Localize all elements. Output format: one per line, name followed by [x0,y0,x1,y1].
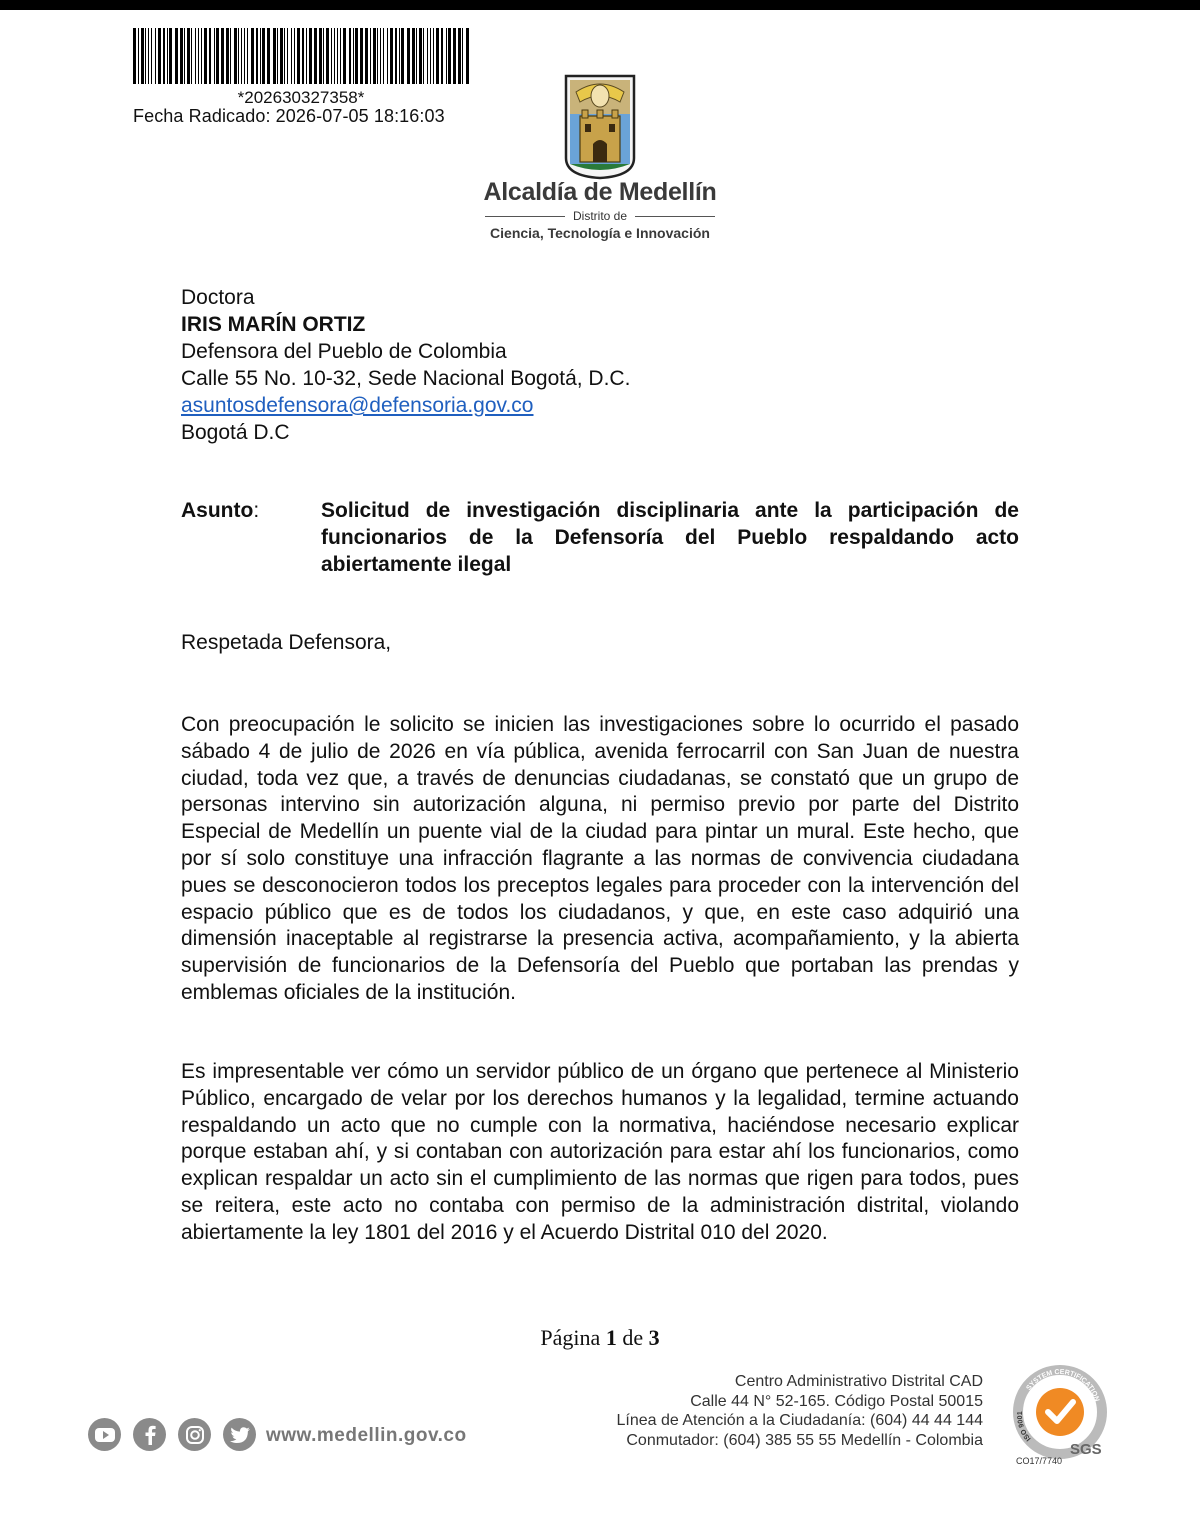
facebook-icon[interactable] [133,1418,166,1451]
barcode-bar [167,28,168,84]
barcode-bar [297,28,300,84]
medellin-crest-logo [560,72,640,180]
barcode-bar [306,28,307,84]
barcode-bar [436,28,439,84]
barcode-bar [401,28,404,84]
barcode-bar [256,28,258,84]
fecha-radicado: Fecha Radicado: 2026-07-05 18:16:03 [133,106,445,126]
page-number [0,1325,1200,1351]
social-links [88,1418,256,1451]
recipient-address: Calle 55 No. 10-32, Sede Nacional Bogotá, D.C. [181,367,631,390]
svg-text:SGS: SGS [1070,1441,1102,1458]
barcode-bar [291,28,292,84]
page-total: 3 [648,1325,660,1350]
barcode-bar [244,28,245,84]
barcode-bar [195,28,196,84]
recipient-salutation: Doctora [181,286,255,309]
footer-address [616,1372,983,1450]
barcode-bar [407,28,410,84]
recipient-email-link[interactable]: asuntosdefensora@defensoria.gov.co [181,394,534,417]
barcode-bar [209,28,211,84]
barcode-bar [158,28,161,84]
asunto-colon: : [253,499,260,522]
svg-text:ISO 9001: ISO 9001 [1016,1411,1033,1443]
barcode-bar [214,28,215,84]
barcode-bar [319,28,322,84]
barcode-bar [187,28,190,84]
barcode-bar [148,28,149,84]
barcode-bar [340,28,341,84]
barcode-bar [234,28,237,84]
barcode-bar [287,28,288,84]
barcode-bar [267,28,270,84]
top-border [0,0,1200,10]
barcode-bar [331,28,332,84]
barcode-bar [309,28,312,84]
footer-address-line-4: Conmutador: (604) 385 55 55 Medellín - Colombia [626,1431,983,1449]
barcode-bar [323,28,324,84]
barcode-bar [145,28,146,84]
barcode-bar [383,28,384,84]
asunto-label: Asunto [181,499,254,522]
barcode-bar [416,28,417,84]
page-prefix: Página [540,1325,601,1350]
barcode-bar [260,28,261,84]
barcode-bar [427,28,428,84]
barcode-bar [334,28,335,84]
recipient-role: Defensora del Pueblo de Colombia [181,340,507,363]
divider-right [635,216,715,217]
barcode-bar [221,28,224,84]
barcode-bar [370,28,371,84]
barcode-bar [355,28,358,84]
recipient-block [181,284,630,446]
barcode-bar [337,28,338,84]
barcode-bar [419,28,422,84]
barcode-bar [226,28,229,84]
twitter-icon[interactable] [223,1418,256,1451]
barcode-bar [390,28,393,84]
barcode-bar [373,28,376,84]
cert-code: CO17/7740 [1016,1456,1063,1466]
barcode-bar [446,28,447,84]
barcode-bar [141,28,144,84]
barcode-bar [423,28,424,84]
brand-subtitle: Ciencia, Tecnología e Innovación [490,225,710,241]
barcode-bar [458,28,461,84]
svg-text:SYSTEM CERTIFICATION: SYSTEM CERTIFICATION [1025,1368,1100,1403]
barcode-bar [387,28,388,84]
barcode-bar [155,28,156,84]
barcode-bar [201,28,202,84]
barcode-bar [326,28,329,84]
barcode-bar [360,28,363,84]
barcode-bar [175,28,178,84]
youtube-icon[interactable] [88,1418,121,1451]
barcode-bar [412,28,415,84]
barcode-bar [169,28,172,84]
barcode-bar [430,28,431,84]
barcode-bar [399,28,400,84]
barcode-bar [441,28,443,84]
brand-distrito: Distrito de [572,209,628,223]
barcode-bar [184,28,185,84]
barcode-bar [353,28,354,84]
barcode-bar [133,28,136,84]
website-link[interactable]: www.medellin.gov.co [266,1425,467,1446]
barcode-bar [294,28,295,84]
barcode-bar [138,28,139,84]
barcode-bar [462,28,463,84]
barcode-bar [204,28,207,84]
barcode-bar [191,28,192,84]
barcode-bar [433,28,434,84]
page-current: 1 [605,1325,617,1350]
barcode-bar [395,28,397,84]
recipient-name: IRIS MARÍN ORTIZ [181,313,366,336]
barcode-number: *202630327358* [237,88,365,107]
barcode-bar [262,28,265,84]
barcode-bar [216,28,219,84]
brand-distrito-row [470,209,730,223]
barcode-bar [349,28,351,84]
recipient-city: Bogotá D.C [181,421,290,444]
brand-block [470,178,730,241]
barcode-bar [180,28,183,84]
barcode-bar [343,28,346,84]
instagram-icon[interactable] [178,1418,211,1451]
barcode-bar [448,28,451,84]
barcode-bar [277,28,278,84]
divider-left [485,216,565,217]
barcode-bar [453,28,456,84]
barcode-bar [241,28,242,84]
body-paragraph-2: Es impresentable ver cómo un servidor público de un órgano que pertenece al Ministerio Público, encargado de velar por los derechos humanos y la legalidad, termine actuando respaldando un acto que no cumple con la normativa, haciéndose necesario explicar porque estaban ahí, y si contaban con autorización para estar ahí los funcionarios, como explican respaldar un acto sin el cumplimiento de las normas que rigen para todos, pues se reitera, este acto no contaba con permiso de la administración distrital, violando abiertamente la ley 1801 del 2016 y el Acuerdo Distrital 010 del 2020. [181,1060,1019,1244]
barcode-bar [284,28,285,84]
barcode-bar [230,28,231,84]
footer-address-line-3: Línea de Atención a la Ciudadanía: (604) 44 44 144 [616,1412,983,1429]
barcode-bar [198,28,199,84]
barcode-bar [238,28,239,84]
body-paragraph-1: Con preocupación le solicito se inicien las investigaciones sobre lo ocurrido el pasado sábado 4 de julio de 2026 en vía pública, avenida ferrocarril con San Juan de nuestra ciudad, toda vez que, a través de denuncias ciudadanas, se constató que un grupo de personas intervino sin autorización alguna, ni permiso previo por parte del Distrito Especial de Medellín un puente vial de la ciudad para pintar un mural. Este hecho, que por sí solo constituye una infracción flagrante a las normas de convivencia ciudadana pues se desconocieron todos los preceptos legales para proceder con la intervención del espacio público que es de todos los ciudadanos, y que, en este caso adquirió una dimensión inaceptable al registrarse la presencia activa, acompañamiento, y la abierta supervisión de funcionarios de la Defensoría del Pueblo que portaban las prendas y emblemas oficiales de la institución. [181,713,1019,1004]
barcode-bar [251,28,254,84]
asunto-text: Solicitud de investigación disciplinaria ante la participación de funcionarios de la Defensoría del Pueblo respaldando acto abiertamente ilegal [321,499,1019,576]
asunto-label-wrap [181,497,259,524]
footer-address-line-1: Centro Administrativo Distrital CAD [734,1373,983,1390]
barcode-image [133,28,469,84]
barcode-bar [247,28,248,84]
barcode-bar [163,28,165,84]
greeting: Respetada Defensora, [181,631,392,654]
barcode-bar [280,28,283,84]
barcode-bar [365,28,368,84]
barcode-bar [151,28,152,84]
barcode-bar [273,28,276,84]
barcode-bar [314,28,317,84]
page-of: de [622,1325,644,1350]
barcode-bar [302,28,304,84]
brand-name: Alcaldía de Medellín [483,178,717,206]
barcode-bar [380,28,381,84]
barcode-bar [377,28,378,84]
footer-address-line-2: Calle 44 N° 52-165. Código Postal 50015 [690,1392,983,1410]
barcode-bar [466,28,469,84]
